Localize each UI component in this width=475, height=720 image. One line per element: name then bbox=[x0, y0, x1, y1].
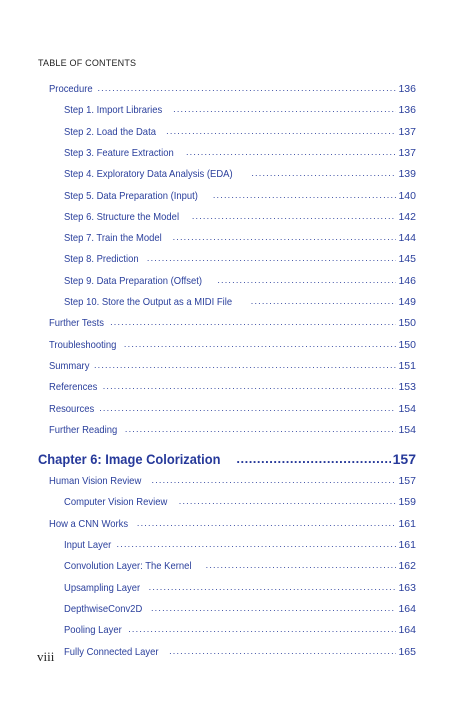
toc-entry[interactable] bbox=[64, 295, 416, 309]
toc-entry-page-number: 151 bbox=[398, 359, 416, 372]
toc-entry-page-number: 157 bbox=[398, 475, 416, 488]
dot-leader bbox=[166, 125, 396, 138]
toc-entry-title: Step 7. Train the Model bbox=[64, 232, 162, 245]
toc-entry-title: Chapter 6: Image Colorization bbox=[38, 451, 221, 468]
dot-leader bbox=[94, 359, 397, 372]
toc-entry-title: Convolution Layer: The Kernel bbox=[64, 560, 192, 573]
dot-leader bbox=[192, 210, 397, 223]
toc-entry-page-number: 153 bbox=[398, 381, 416, 394]
toc-entry-page-number: 164 bbox=[398, 624, 416, 637]
toc-entry-page-number: 146 bbox=[398, 274, 416, 287]
toc-entry[interactable] bbox=[64, 623, 416, 637]
toc-entry[interactable] bbox=[49, 423, 416, 437]
toc-entry-title: Input Layer bbox=[64, 539, 112, 551]
toc-entry-title: Resources bbox=[49, 402, 95, 415]
dot-leader bbox=[128, 623, 396, 636]
dot-leader bbox=[97, 82, 396, 95]
toc-entry-title: DepthwiseConv2D bbox=[64, 602, 143, 615]
dot-leader bbox=[125, 423, 397, 436]
toc-entry[interactable] bbox=[49, 402, 416, 416]
running-head: TABLE OF CONTENTS bbox=[38, 58, 137, 68]
toc-entry[interactable] bbox=[64, 559, 416, 573]
dot-leader bbox=[151, 602, 397, 615]
dot-leader bbox=[251, 295, 397, 308]
toc-entry[interactable] bbox=[64, 125, 416, 139]
toc-entry[interactable] bbox=[49, 338, 416, 352]
toc-entry-page-number: 145 bbox=[398, 253, 416, 266]
toc-entry-page-number: 136 bbox=[398, 104, 416, 117]
toc-entry-page-number: 149 bbox=[398, 296, 416, 308]
toc-entry-title: Procedure bbox=[49, 83, 93, 95]
dot-leader bbox=[251, 167, 396, 180]
toc-entry-page-number: 150 bbox=[398, 338, 416, 351]
toc-entry-title: Step 8. Prediction bbox=[64, 253, 139, 266]
toc-entry-page-number: 154 bbox=[398, 423, 416, 436]
toc-entry[interactable] bbox=[64, 645, 416, 659]
toc-entry-page-number: 164 bbox=[398, 602, 416, 615]
dot-leader bbox=[213, 189, 397, 202]
toc-entry-page-number: 140 bbox=[398, 189, 416, 202]
dot-leader bbox=[173, 231, 397, 244]
dot-leader bbox=[152, 474, 397, 487]
dot-leader bbox=[179, 495, 397, 508]
toc-entry-title: Step 2. Load the Data bbox=[64, 125, 156, 138]
toc-entry-page-number: 163 bbox=[398, 581, 416, 594]
toc-entry[interactable] bbox=[49, 82, 416, 96]
toc-entry-title: Step 10. Store the Output as a MIDI File bbox=[64, 296, 233, 308]
toc-chapter-entry[interactable] bbox=[38, 449, 416, 469]
dot-leader bbox=[124, 338, 397, 351]
toc-entry-page-number: 150 bbox=[398, 317, 416, 330]
dot-leader bbox=[173, 103, 396, 116]
toc-entry[interactable] bbox=[49, 380, 416, 394]
toc-entry[interactable] bbox=[64, 231, 416, 245]
toc-entry-page-number: 139 bbox=[398, 168, 416, 181]
dot-leader bbox=[206, 559, 397, 572]
dot-leader bbox=[103, 380, 397, 393]
toc-entry-page-number: 159 bbox=[398, 496, 416, 509]
toc-entry-page-number: 137 bbox=[398, 125, 416, 138]
page-folio: viii bbox=[37, 649, 55, 664]
toc-entry[interactable] bbox=[64, 103, 416, 117]
dot-leader bbox=[110, 316, 396, 329]
toc-entry[interactable] bbox=[64, 252, 416, 266]
toc-entry-title: Pooling Layer bbox=[64, 624, 122, 637]
dot-leader bbox=[99, 402, 396, 415]
toc-entry-title: Step 6. Structure the Model bbox=[64, 210, 180, 223]
dot-leader bbox=[169, 645, 396, 658]
dot-leader bbox=[236, 449, 390, 469]
toc-entry-page-number: 144 bbox=[398, 232, 416, 245]
toc-entry-title: How a CNN Works bbox=[49, 517, 129, 530]
toc-entry-page-number: 142 bbox=[398, 210, 416, 223]
toc-entry-title: Step 1. Import Libraries bbox=[64, 104, 163, 117]
toc-entry[interactable] bbox=[49, 517, 416, 531]
toc-entry-title: Upsampling Layer bbox=[64, 581, 141, 594]
toc-entry-page-number: 161 bbox=[398, 517, 416, 530]
toc-entry-page-number: 161 bbox=[398, 539, 416, 551]
toc-entry-page-number: 157 bbox=[392, 451, 416, 468]
toc-entry[interactable] bbox=[64, 167, 416, 181]
dot-leader bbox=[149, 581, 397, 594]
dot-leader bbox=[186, 146, 396, 159]
toc-entry-title: Step 3. Feature Extraction bbox=[64, 146, 174, 159]
toc-entry[interactable] bbox=[64, 210, 416, 224]
toc-entry-title: Human Vision Review bbox=[49, 475, 142, 488]
dot-leader bbox=[117, 538, 397, 551]
toc-entry-title: Summary bbox=[49, 359, 90, 372]
dot-leader bbox=[217, 274, 396, 287]
toc-entry-title: Computer Vision Review bbox=[64, 496, 168, 509]
toc-entry[interactable] bbox=[49, 359, 416, 373]
toc-entry-title: Step 5. Data Preparation (Input) bbox=[64, 189, 198, 202]
toc-entry-title: Troubleshooting bbox=[49, 338, 117, 351]
toc-entry-title: References bbox=[49, 381, 98, 394]
dot-leader bbox=[147, 252, 397, 265]
toc-entry[interactable] bbox=[64, 274, 416, 288]
toc-entry-page-number: 162 bbox=[398, 560, 416, 573]
toc-entry-title: Step 4. Exploratory Data Analysis (EDA) bbox=[64, 168, 233, 181]
toc-entry-title: Step 9. Data Preparation (Offset) bbox=[64, 274, 202, 287]
toc-entry[interactable] bbox=[64, 602, 416, 616]
toc-entry[interactable] bbox=[64, 538, 416, 552]
toc-entry-title: Fully Connected Layer bbox=[64, 645, 159, 658]
toc-entry-page-number: 136 bbox=[398, 83, 416, 95]
toc-entry-page-number: 154 bbox=[398, 402, 416, 415]
toc-entry-page-number: 137 bbox=[398, 146, 416, 159]
toc-entry[interactable] bbox=[64, 146, 416, 160]
toc-entry-title: Further Reading bbox=[49, 423, 118, 436]
toc-entry[interactable] bbox=[49, 316, 416, 330]
toc-entry[interactable] bbox=[49, 474, 416, 488]
toc-entry[interactable] bbox=[64, 189, 416, 203]
toc-entry[interactable] bbox=[64, 581, 416, 595]
toc-entry-title: Further Tests bbox=[49, 317, 104, 330]
toc-entry-page-number: 165 bbox=[398, 645, 416, 658]
dot-leader bbox=[137, 517, 397, 530]
toc-entry[interactable] bbox=[64, 495, 416, 509]
